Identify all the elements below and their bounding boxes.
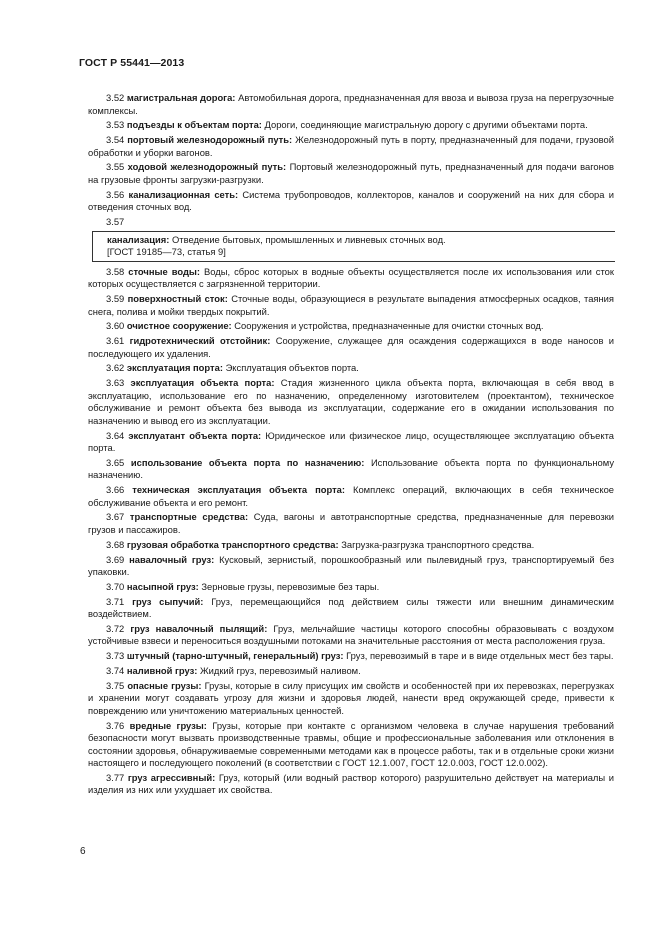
definition-entry [88, 266, 614, 291]
entry-number: 3.75 [106, 679, 125, 691]
entry-term: техническая эксплуатация объекта порта: [132, 484, 346, 496]
entry-text: Загрузка-разгрузка транспортного средства. [341, 538, 535, 550]
entry-number: 3.72 [106, 622, 125, 634]
entry-text: Сточные воды, образующиеся в результате выпадения атмосферных осадков, таяния снега, полива и мойки твердых покрытий. [88, 293, 614, 317]
entry-term: груз агрессивный: [127, 771, 216, 783]
entry-number: 3.59 [106, 293, 125, 305]
entry-term: штучный (тарно-штучный, генеральный) груз: [126, 650, 344, 662]
entry-number: 3.67 [106, 511, 125, 523]
entry-term: вредные грузы: [129, 719, 207, 731]
entry-text: Груз, перемещающийся под действием силы тяжести или внешним динамическим воздействием. [88, 595, 614, 620]
definition-entry [88, 720, 614, 770]
definition-entry [88, 554, 614, 579]
entry-number: 3.60 [106, 320, 125, 332]
entry-text: Грузы, которые в силу присущих им свойств и особенностей при их перевозках, перегрузках и хранении могут создавать угрозу для жизни и здоровья людей, нанести вред окружающей среде, привести к повреждению или уничтожению материальных ценностей. [88, 679, 615, 716]
entry-text: Грузы, которые при контакте с организмом человека в случае нарушения требований безопасности могут вызвать производственные травмы, общие и профессиональные заболевания или отклонения в состоянии здоровья, обнаруживаемые современными методами как в процессе работы, так и в отдельные сроки жизни настоящего и последующего поколений (в соответствии с ГОСТ 12.1.007, ГОСТ 12.0.003, ГОСТ 12.0.002). [88, 719, 614, 769]
entry-number: 3.54 [106, 134, 125, 146]
entry-number: 3.71 [106, 595, 125, 607]
entry-text: Железнодорожный путь в порту, предназначенный для подачи, грузовой обработки и уборки вагонов. [88, 134, 615, 158]
entry-text: Груз, перевозимый в таре и в виде отдельных мест без тары. [346, 650, 614, 662]
entry-term: эксплуатация порта: [126, 362, 223, 374]
entry-term: грузовая обработка транспортного средства: [126, 538, 339, 550]
entry-term: портовый железнодорожный путь: [127, 134, 293, 146]
definition-entry [88, 539, 614, 552]
entry-term: поверхностный сток: [127, 293, 228, 305]
entry-number: 3.66 [106, 484, 125, 496]
entry-number: 3.58 [106, 265, 125, 277]
entry-number: 3.69 [106, 553, 125, 565]
entry-term: сточные воды: [128, 265, 201, 277]
boxed-definition [92, 231, 615, 262]
entry-term: груз сыпучий: [132, 595, 204, 607]
entry-number: 3.57 [106, 215, 125, 227]
definition-entry [88, 320, 614, 333]
entry-term: эксплуатант объекта порта: [128, 429, 262, 441]
entry-text: Система трубопроводов, коллекторов, каналов и сооружений на них для сбора и отведения сточных вод. [88, 188, 614, 213]
entry-text: Автомобильная дорога, предназначенная для ввоза и вывоза груза на перегрузочные комплексы. [88, 92, 615, 116]
definition-entry [88, 161, 614, 186]
definition-entry [88, 596, 614, 621]
definition-entry [88, 335, 614, 360]
entry-text: Использование объекта порта по функциональному назначению. [88, 456, 615, 481]
entry-number: 3.52 [106, 92, 125, 103]
entry-number: 3.73 [106, 650, 125, 662]
entry-text: Портовый железнодорожный путь, предназначенный для подачи вагонов на грузовые фронты загрузки-разгрузки. [88, 161, 614, 185]
entry-number: 3.55 [106, 161, 125, 173]
boxed-term: канализация: [107, 233, 170, 245]
definition-entry [88, 457, 614, 482]
definition-entry [88, 665, 614, 678]
entry-text: Дороги, соединяющие магистральную дорогу с другими объектами порта. [264, 119, 588, 131]
entry-number: 3.61 [106, 335, 125, 347]
entry-text: Суда, вагоны и автотранспортные средства, предназначенные для перевозки грузов и пассажиров. [88, 511, 615, 535]
entry-text: Комплекс операций, включающих в себя техническое обслуживание объекта и его ремонт. [88, 484, 614, 508]
entry-text: Сооружения и устройства, предназначенные для очистки сточных вод. [234, 320, 544, 332]
entry-term: подъезды к объектам порта: [126, 119, 262, 131]
definition-entry [88, 377, 614, 427]
entry-text: Юридическое или физическое лицо, осуществляющее эксплуатацию объекта порта. [88, 429, 614, 454]
boxed-text: Отведение бытовых, промышленных и ливневых сточных вод. [171, 233, 446, 245]
entry-text: Груз, мельчайшие частицы которого способны образовывать с воздухом устойчивые взвеси и переноситься воздушными потоками на значительные расстояния от места расположения груза. [88, 622, 614, 647]
definition-entry [88, 430, 614, 455]
definition-entry [88, 484, 614, 509]
entry-term: использование объекта порта по назначению: [130, 456, 365, 468]
entry-term: транспортные средства: [129, 511, 249, 523]
entry-text: Кусковый, зернистый, порошкообразный или пылевидный груз, транспортируемый без упаковки. [88, 553, 614, 578]
definition-entry [88, 293, 614, 318]
definition-entry [88, 650, 614, 663]
definition-entry [88, 92, 614, 117]
page-number: 6 [80, 846, 86, 857]
entry-number: 3.53 [106, 119, 125, 131]
entry-term: очистное сооружение: [126, 320, 232, 332]
entry-text: Груз, который (или водный раствор которого) разрушительно действует на материалы и изделия из них или ухудшает их свойства. [88, 771, 614, 796]
entry-text: Сооружение, служащее для осаждения содержащихся в воде наносов и последующего их удаления. [88, 335, 615, 359]
definitions-list-1 [88, 92, 614, 228]
entry-text: Зерновые грузы, перевозимые без тары. [201, 580, 380, 592]
entry-number: 3.63 [106, 377, 125, 389]
definition-entry [88, 623, 614, 648]
entry-number: 3.70 [106, 580, 125, 592]
entry-term: насыпной груз: [126, 580, 199, 592]
entry-term: гидротехнический отстойник: [129, 335, 271, 347]
definition-entry [88, 134, 614, 159]
definitions-list-2 [88, 266, 614, 797]
entry-number: 3.65 [106, 456, 125, 468]
definition-entry [88, 189, 614, 214]
definition-entry [88, 362, 614, 375]
entry-number: 3.64 [106, 429, 125, 441]
entry-number: 3.56 [106, 188, 125, 200]
entry-term: канализационная сеть: [128, 188, 239, 200]
entry-number: 3.62 [106, 362, 125, 374]
definition-entry [88, 680, 614, 718]
entry-number: 3.77 [106, 771, 125, 783]
entry-text: Жидкий груз, перевозимый наливом. [199, 665, 361, 677]
definition-entry [88, 772, 614, 797]
boxed-definition-line [107, 234, 615, 247]
definition-entry [88, 511, 614, 536]
entry-text: Стадия жизненного цикла объекта порта, включающая в себя ввод в эксплуатацию, использование его по назначению, определенному изготовителем (проектантом), техническое обслуживание и ремонт объекта без вывода из эксплуатации, содержание его в ожидании использования по назначению и вывод его из эксплуатации. [88, 377, 615, 426]
entry-text: Эксплуатация объектов порта. [225, 362, 359, 374]
entry-number: 3.74 [106, 665, 125, 677]
boxed-reference: [ГОСТ 19185—73, статья 9] [107, 246, 226, 258]
entry-term: эксплуатация объекта порта: [130, 377, 275, 389]
definition-entry [88, 581, 614, 594]
entry-term: груз навалочный пылящий: [130, 622, 268, 634]
definition-entry [88, 216, 614, 229]
entry-term: опасные грузы: [127, 679, 202, 691]
entry-term: магистральная дорога: [126, 92, 236, 103]
entry-text: Воды, сброс которых в водные объекты осуществляется после их использования или сток которых осуществляется с загрязненной территории. [88, 265, 614, 290]
document-header: ГОСТ Р 55441—2013 [79, 57, 185, 69]
entry-number: 3.76 [106, 719, 125, 731]
document-body [88, 92, 614, 799]
definition-entry [88, 119, 614, 132]
entry-term: ходовой железнодорожный путь: [127, 161, 287, 173]
entry-term: навалочный груз: [129, 553, 215, 565]
entry-term: наливной груз: [126, 665, 198, 677]
entry-number: 3.68 [106, 538, 125, 550]
